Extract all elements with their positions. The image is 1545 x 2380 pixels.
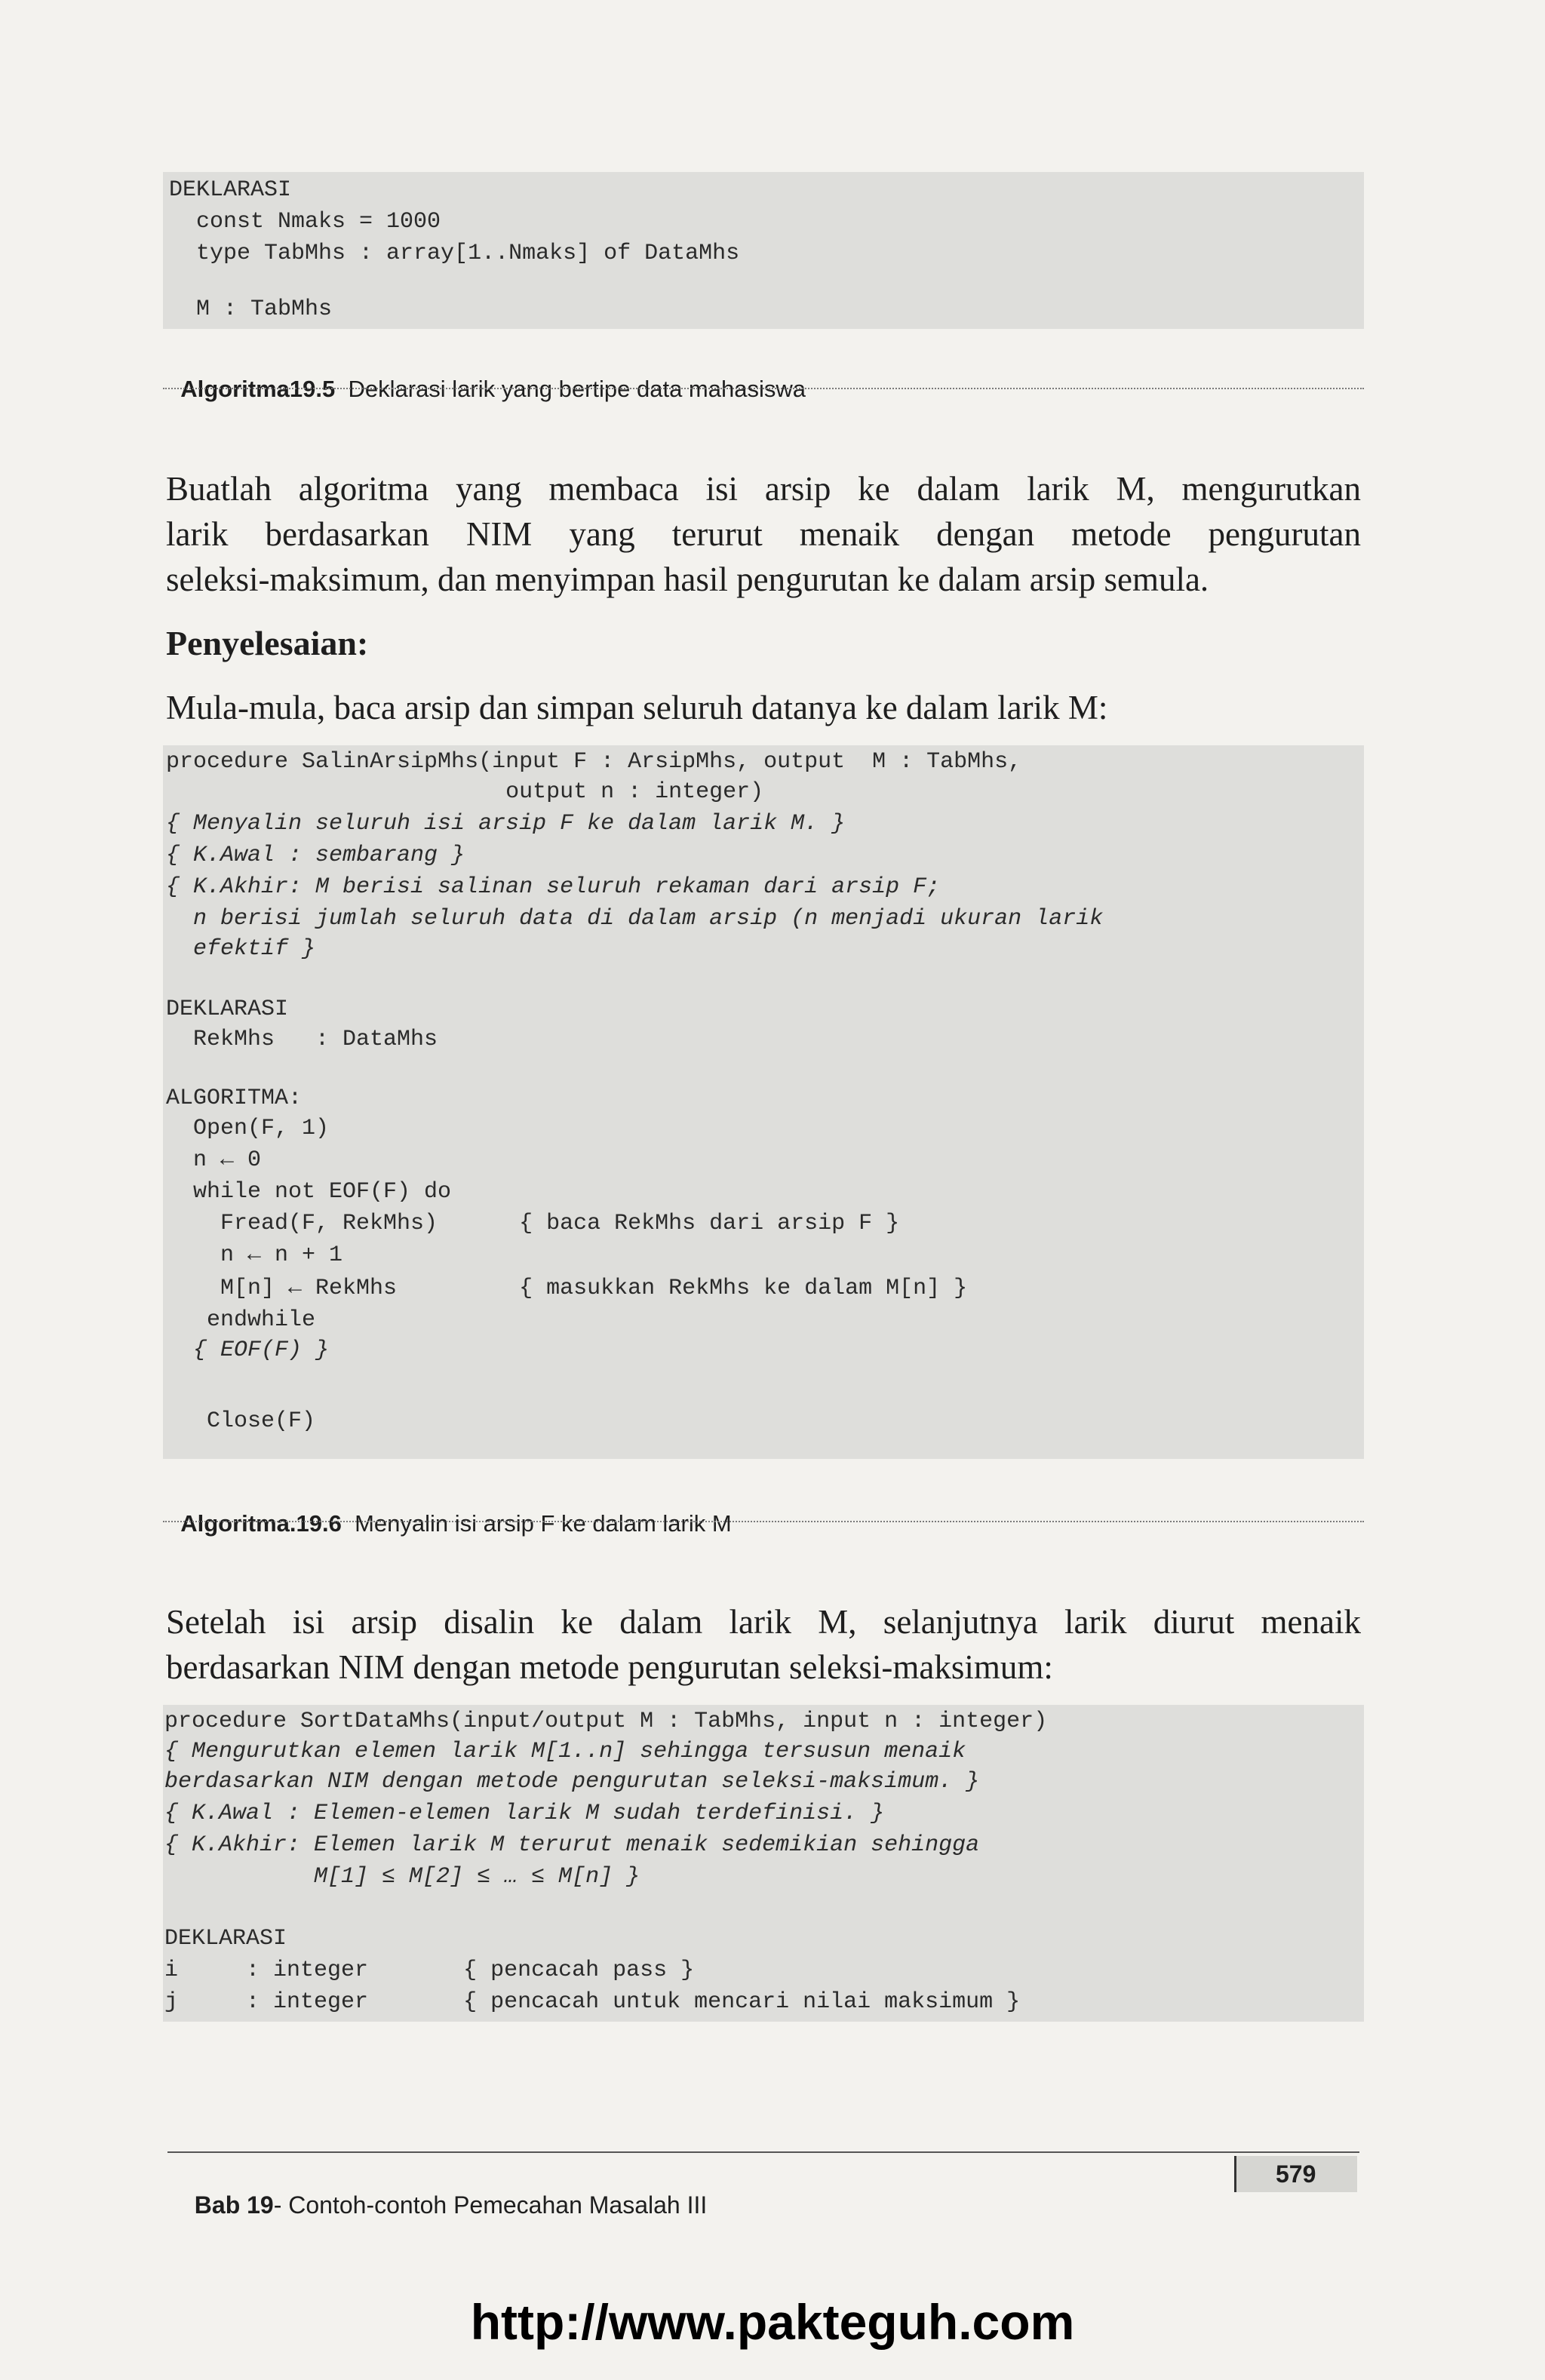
code-line: DEKLARASI <box>166 997 289 1022</box>
code-comment: { K.Awal : Elemen-elemen larik M sudah terdefinisi. } <box>164 1801 885 1826</box>
divider <box>163 388 1364 389</box>
chapter-separator: - <box>273 2191 282 2219</box>
text-line: seleksi-maksimum, dan menyimpan hasil pengurutan ke dalam arsip semula. <box>166 560 1209 598</box>
code-line: output n : integer) <box>166 779 764 805</box>
problem-paragraph <box>166 466 1361 602</box>
page-number: 579 <box>1276 2160 1316 2188</box>
figure-caption <box>167 349 806 403</box>
text-line: Buatlah algoritma yang membaca isi arsip ke dalam larik M, mengurutkan <box>166 470 1361 508</box>
code-comment: M[1] ≤ M[2] ≤ … ≤ M[n] } <box>164 1864 640 1890</box>
code-line: j : integer { pencacah untuk mencari nilai maksimum } <box>164 1989 1021 2015</box>
code-line: procedure SortDataMhs(input/output M : TabMhs, input n : integer) <box>164 1709 1048 1734</box>
code-comment: { Menyalin seluruh isi arsip F ke dalam larik M. } <box>166 811 846 837</box>
figure-caption <box>167 1483 732 1537</box>
code-comment: { K.Awal : sembarang } <box>166 843 465 868</box>
caption-label: Algoritma.19.6 <box>180 1510 342 1537</box>
intro-paragraph <box>166 685 1361 730</box>
code-line: DEKLARASI <box>164 1926 287 1952</box>
caption-label: Algoritma19.5 <box>180 376 336 402</box>
footer-rule <box>167 2151 1359 2153</box>
text-line: berdasarkan NIM dengan metode pengurutan seleksi-maksimum: <box>166 1648 1053 1686</box>
footer-chapter <box>181 2163 707 2219</box>
sort-paragraph <box>166 1599 1361 1690</box>
code-line: M[n] ← RekMhs { masukkan RekMhs ke dalam M[n] } <box>166 1276 968 1301</box>
caption-text: Menyalin isi arsip F ke dalam larik M <box>355 1510 732 1537</box>
code-line: type TabMhs : array[1..Nmaks] of DataMhs <box>169 241 740 266</box>
caption-text: Deklarasi larik yang bertipe data mahasiswa <box>348 376 806 402</box>
section-heading: Penyelesaian: <box>166 624 369 662</box>
text-line: Mula-mula, baca arsip dan simpan seluruh datanya ke dalam larik M: <box>166 689 1108 726</box>
code-line: const Nmaks = 1000 <box>169 209 441 235</box>
code-line: i : integer { pencacah pass } <box>164 1958 695 1983</box>
code-comment: { EOF(F) } <box>166 1337 330 1363</box>
code-line: DEKLARASI <box>169 177 292 203</box>
code-comment: n berisi jumlah seluruh data di dalam arsip (n menjadi ukuran larik <box>166 906 1104 932</box>
watermark-url: http://www.pakteguh.com <box>470 2294 1075 2350</box>
chapter-title: Contoh-contoh Pemecahan Masalah III <box>288 2191 708 2219</box>
code-block-salin-arsip <box>163 745 1364 1459</box>
code-comment: { K.Akhir: M berisi salinan seluruh rekaman dari arsip F; <box>166 874 941 900</box>
code-line: Open(F, 1) <box>166 1116 330 1141</box>
code-line: M : TabMhs <box>169 296 333 322</box>
code-block-declaration <box>163 172 1364 329</box>
code-line: n ← n + 1 <box>166 1242 343 1268</box>
chapter-number: Bab 19 <box>194 2191 274 2219</box>
code-line: ALGORITMA: <box>166 1086 303 1111</box>
code-block-sort <box>163 1705 1364 2022</box>
divider <box>163 1521 1364 1522</box>
code-line: Close(F) <box>166 1408 316 1434</box>
code-comment: { K.Akhir: Elemen larik M terurut menaik sedemikian sehingga <box>164 1832 980 1858</box>
code-line: procedure SalinArsipMhs(input F : ArsipMhs, output M : TabMhs, <box>166 749 1022 775</box>
text-line: larik berdasarkan NIM yang terurut menaik dengan metode pengurutan <box>166 515 1361 553</box>
code-line: endwhile <box>166 1307 316 1333</box>
code-line: n ← 0 <box>166 1147 262 1173</box>
code-line: Fread(F, RekMhs) { baca RekMhs dari arsip F } <box>166 1211 900 1236</box>
code-comment: efektif } <box>166 936 316 962</box>
code-line: while not EOF(F) do <box>166 1179 452 1205</box>
code-comment: berdasarkan NIM dengan metode pengurutan seleksi-maksimum. } <box>164 1769 980 1795</box>
code-line: RekMhs : DataMhs <box>166 1027 438 1052</box>
code-comment: { Mengurutkan elemen larik M[1..n] sehingga tersusun menaik <box>164 1739 966 1764</box>
text-line: Setelah isi arsip disalin ke dalam larik M, selanjutnya larik diurut menaik <box>166 1603 1361 1641</box>
page-number-box <box>1234 2156 1357 2192</box>
